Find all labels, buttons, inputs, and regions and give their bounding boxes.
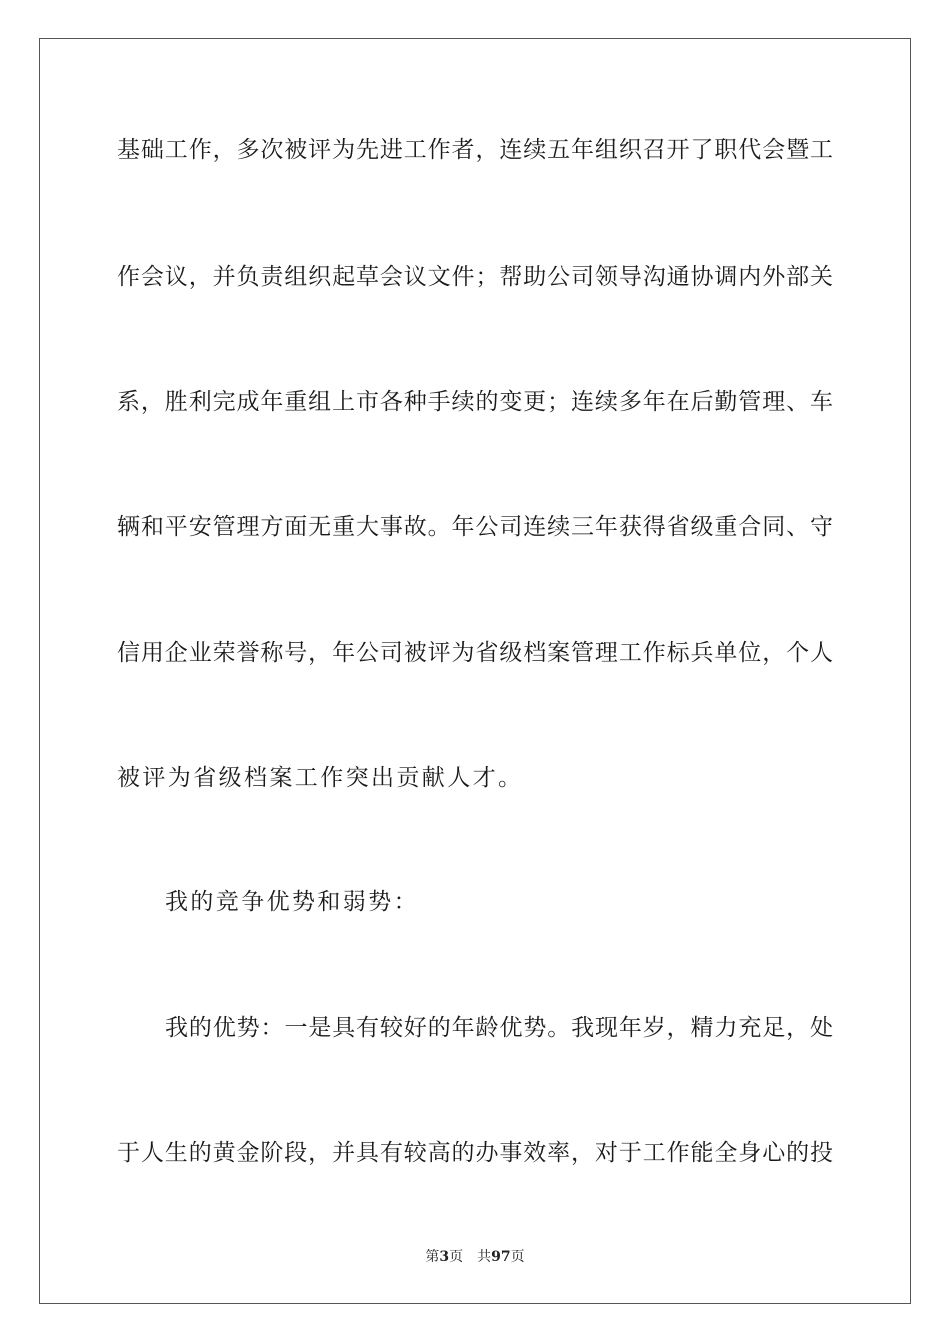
body-text-line: 信用企业荣誉称号，年公司被评为省级档案管理工作标兵单位，个人 xyxy=(117,640,833,666)
body-text-line: 我的优势：一是具有较好的年龄优势。我现年岁，精力充足，处 xyxy=(165,1015,833,1041)
body-text-line: 作会议，并负责组织起草会议文件；帮助公司领导沟通协调内外部关 xyxy=(117,264,833,290)
body-text-line: 系，胜利完成年重组上市各种手续的变更；连续多年在后勤管理、车 xyxy=(117,389,833,415)
page-prefix: 第 xyxy=(425,1249,440,1265)
body-text-line: 基础工作，多次被评为先进工作者，连续五年组织召开了职代会暨工 xyxy=(117,137,833,163)
page-suffix: 页 xyxy=(449,1249,464,1265)
total-pages: 97 xyxy=(491,1249,511,1265)
page-number: 3 xyxy=(439,1249,450,1265)
body-text-line: 于人生的黄金阶段，并具有较高的办事效率，对于工作能全身心的投 xyxy=(117,1140,833,1166)
total-prefix: 共 xyxy=(477,1249,492,1265)
body-text-line: 辆和平安管理方面无重大事故。年公司连续三年获得省级重合同、守 xyxy=(117,514,833,540)
body-text-line: 被评为省级档案工作突出贡献人才。 xyxy=(117,765,524,791)
section-heading: 我的竞争优势和弱势： xyxy=(165,889,419,915)
page-footer xyxy=(0,1248,950,1266)
page-border xyxy=(39,38,911,1304)
total-suffix: 页 xyxy=(510,1249,525,1265)
